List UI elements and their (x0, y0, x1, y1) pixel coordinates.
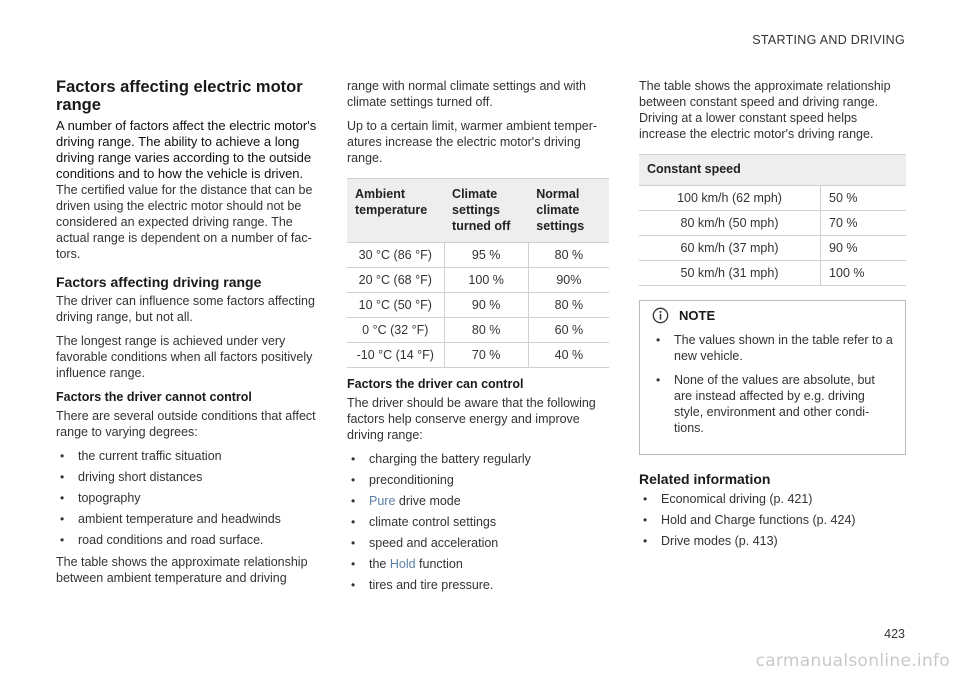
related-link[interactable]: • Drive modes (p. 413) (639, 533, 906, 549)
table-cell: 100 % (821, 261, 906, 286)
table-row (347, 243, 609, 268)
table-header-row (347, 179, 609, 243)
paragraph: The driver can influence some factors affecting driving range, but not all. (56, 294, 315, 324)
list-item: • None of the values are absolute, but are instead affected by e.g. driving style, environment and other condi-tions. (652, 372, 893, 436)
list-item: • road conditions and road surface. (56, 532, 318, 548)
list-item: • climate control settings (347, 514, 609, 530)
column-header: Constant speed (639, 155, 906, 186)
list-item (347, 556, 609, 572)
page-number: 423 (884, 627, 905, 641)
list-item: • speed and acceleration (347, 535, 609, 551)
table-row (639, 236, 906, 261)
list-item: • ambient temperature and headwinds (56, 511, 318, 527)
related-title: Related information (639, 471, 771, 487)
table-row (639, 211, 906, 236)
table-cell: 80 % (528, 243, 609, 268)
paragraph: The certified value for the distance that can be driven using the electric motor should not be considered an expected driving range. The actual range is dependent on a number of fac-tors. (56, 183, 313, 261)
table-cell: 30 °C (86 °F) (347, 243, 444, 268)
note-box (639, 300, 906, 455)
paragraph: The driver should be aware that the following factors help conserve energy and improve driving range: (347, 396, 596, 442)
hold-function-link[interactable]: Hold (389, 557, 416, 571)
note-header (652, 307, 893, 324)
paragraph: There are several outside conditions that affect range to varying degrees: (56, 409, 316, 439)
related-list (639, 491, 906, 549)
paragraph: The table shows the approximate relationship between constant speed and driving range. Driving at a lower constant speed helps increase the electric motor's driving range. (639, 79, 891, 141)
list-item: • preconditioning (347, 472, 609, 488)
table-cell: 80 % (528, 293, 609, 318)
table-cell: 20 °C (68 °F) (347, 268, 444, 293)
column-header: Ambient temperature (347, 179, 444, 243)
related-information (639, 471, 906, 549)
table-header-row (639, 155, 906, 186)
table-cell: 90 % (444, 293, 528, 318)
table-cell: 10 °C (50 °F) (347, 293, 444, 318)
pure-mode-link[interactable]: Pure (369, 494, 396, 508)
table-cell: 70 % (444, 343, 528, 368)
table-cell: 70 % (821, 211, 906, 236)
column-header: Climate settings turned off (444, 179, 528, 243)
table-cell: 100 % (444, 268, 528, 293)
table-cell: 60 km/h (37 mph) (639, 236, 821, 261)
table-cell: 40 % (528, 343, 609, 368)
list-item (347, 493, 609, 509)
table-cell: 60 % (528, 318, 609, 343)
list-item: • the current traffic situation (56, 448, 318, 464)
table-row (347, 293, 609, 318)
table-row (347, 318, 609, 343)
table-row (639, 186, 906, 211)
table-cell: 100 km/h (62 mph) (639, 186, 821, 211)
paragraph: The table shows the approximate relationship between ambient temperature and driving (56, 555, 308, 585)
info-icon (652, 307, 669, 324)
list-item-text: function (415, 557, 463, 571)
table-cell: -10 °C (14 °F) (347, 343, 444, 368)
note-list (652, 332, 893, 436)
list-item-text: the (369, 557, 390, 571)
table-cell: 0 °C (32 °F) (347, 318, 444, 343)
note-title: NOTE (679, 307, 716, 323)
list-item: • The values shown in the table refer to a new vehicle. (652, 332, 893, 364)
table-cell: 90 % (821, 236, 906, 261)
list-item: • topography (56, 490, 318, 506)
subheading-can-control: Factors the driver can control (347, 377, 524, 391)
column-middle (347, 78, 609, 599)
table-row (347, 268, 609, 293)
section-title: Factors affecting electric motor range (56, 78, 303, 114)
table-row (639, 261, 906, 286)
list-item-text: drive mode (395, 494, 461, 508)
table-row (347, 343, 609, 368)
lead-paragraph: A number of factors affect the electric motor's driving range. The ability to achieve a long driving range varies according to the outside conditions and to how the vehicle is driven. (56, 118, 317, 181)
column-header: Normal climate settings (528, 179, 609, 243)
paragraph: Up to a certain limit, warmer ambient temper-atures increase the electric motor's driving range. (347, 119, 598, 165)
running-header: STARTING AND DRIVING (752, 33, 905, 47)
paragraph: range with normal climate settings and with climate settings turned off. (347, 79, 587, 109)
related-link[interactable]: • Economical driving (p. 421) (639, 491, 906, 507)
subheading-cannot-control: Factors the driver cannot control (56, 390, 252, 404)
list-item: • charging the battery regularly (347, 451, 609, 467)
table-cell: 95 % (444, 243, 528, 268)
paragraph: The longest range is achieved under very favorable conditions when all factors positively influence range. (56, 334, 313, 380)
subheading-driving-range: Factors affecting driving range (56, 274, 262, 290)
column-left (56, 78, 318, 594)
table-cell: 80 % (444, 318, 528, 343)
temperature-range-table (347, 178, 609, 368)
speed-range-table (639, 154, 906, 286)
can-control-list (347, 451, 609, 593)
table-cell: 90% (528, 268, 609, 293)
related-link[interactable]: • Hold and Charge functions (p. 424) (639, 512, 906, 528)
watermark: carmanualsonline.info (755, 651, 950, 671)
cannot-control-list (56, 448, 318, 548)
table-cell: 50 km/h (31 mph) (639, 261, 821, 286)
table-cell: 50 % (821, 186, 906, 211)
table-cell: 80 km/h (50 mph) (639, 211, 821, 236)
list-item: • tires and tire pressure. (347, 577, 609, 593)
list-item: • driving short distances (56, 469, 318, 485)
column-right (639, 78, 906, 555)
